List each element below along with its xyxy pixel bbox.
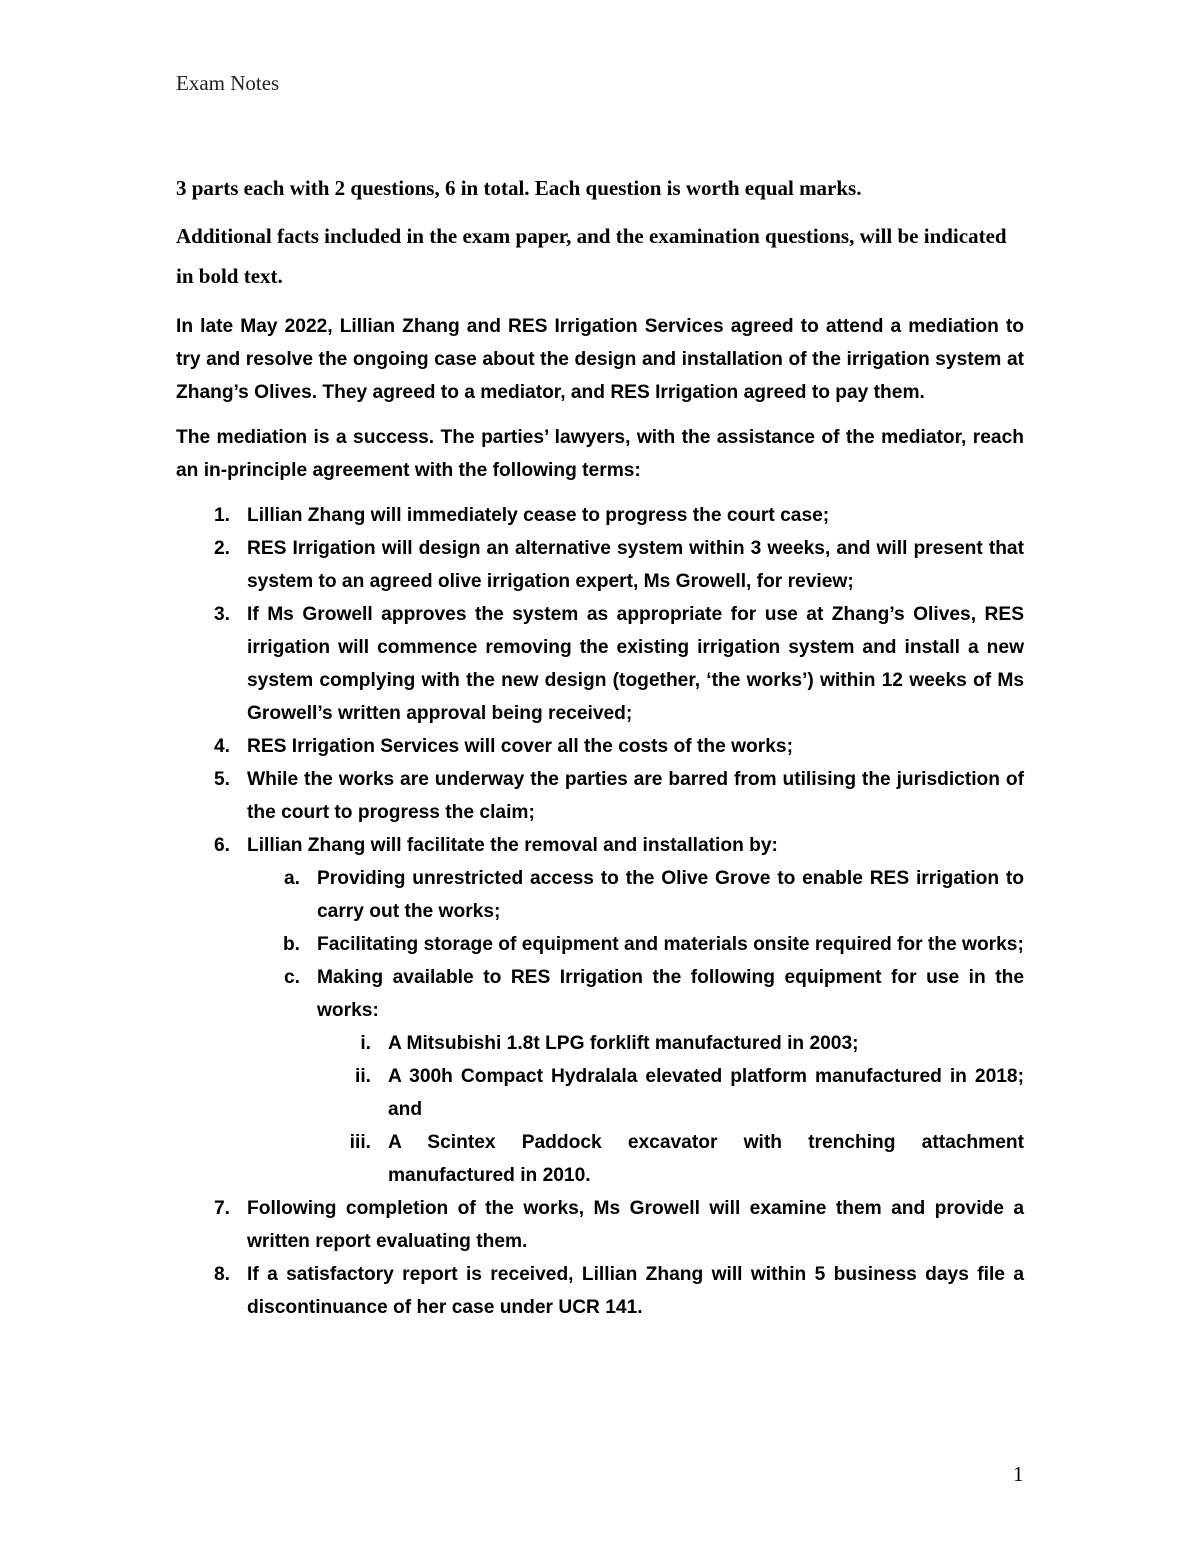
list-item-text: If Ms Growell approves the system as appropriate for use at Zhang’s Olives, RES irrigation will commence removing the existing irrigation system and install a new system complying with the new design (together, ‘the works’) within 12 weeks of Ms Growell’s written approval being received; (247, 604, 1024, 724)
list-marker: 7. (213, 1198, 230, 1219)
list-marker: ii. (355, 1066, 371, 1087)
sub-list-item (176, 961, 1024, 1027)
sub-sub-list-item (176, 1126, 1024, 1192)
list-item-text: Facilitating storage of equipment and materials onsite required for the works; (317, 934, 1024, 955)
list-item-text: Providing unrestricted access to the Olive Grove to enable RES irrigation to carry out the works; (317, 868, 1024, 922)
list-item (176, 829, 1024, 862)
list-item-text: While the works are underway the parties are barred from utilising the jurisdiction of the court to progress the claim; (247, 769, 1024, 823)
list-item-text: RES Irrigation will design an alternative system within 3 weeks, and will present that system to an agreed olive irrigation expert, Ms Growell, for review; (247, 538, 1024, 592)
scenario-paragraph: In late May 2022, Lillian Zhang and RES Irrigation Services agreed to attend a mediation to try and resolve the ongoing case about the design and installation of the irrigation system at Zhang’s Olives. They agreed to a mediator, and RES Irrigation agreed to pay them. (176, 316, 1024, 403)
list-item-text: A 300h Compact Hydralala elevated platform manufactured in 2018; and (388, 1066, 1024, 1120)
list-marker: iii. (349, 1132, 371, 1153)
list-marker: 6. (213, 835, 230, 856)
list-item (176, 598, 1024, 730)
exam-structure-note: 3 parts each with 2 questions, 6 in total. Each question is worth equal marks. (176, 176, 862, 200)
list-marker: 1. (213, 505, 230, 526)
list-item-text: A Mitsubishi 1.8t LPG forklift manufactured in 2003; (388, 1033, 859, 1054)
sub-list-item (176, 928, 1024, 961)
list-item-text: RES Irrigation Services will cover all the costs of the works; (247, 736, 793, 757)
sub-list-item (176, 862, 1024, 928)
list-item-text: Following completion of the works, Ms Growell will examine them and provide a written report evaluating them. (247, 1198, 1024, 1252)
sub-sub-list-item (176, 1027, 1024, 1060)
document-body (176, 168, 1024, 1324)
list-item-text: Lillian Zhang will immediately cease to progress the court case; (247, 505, 830, 526)
list-item (176, 499, 1024, 532)
list-item (176, 1192, 1024, 1258)
list-item (176, 1258, 1024, 1324)
list-marker: 3. (213, 604, 230, 625)
list-item-text: Making available to RES Irrigation the following equipment for use in the works: (317, 967, 1024, 1021)
list-marker: 5. (213, 769, 230, 790)
list-marker: 4. (213, 736, 230, 757)
list-marker: 8. (213, 1264, 230, 1285)
list-marker: 2. (213, 538, 230, 559)
agreement-terms-list (176, 499, 1024, 1324)
list-marker: b. (282, 934, 300, 955)
list-item-text: A Scintex Paddock excavator with trenching attachment manufactured in 2010. (388, 1132, 1024, 1186)
page-number: 1 (1013, 1462, 1024, 1486)
page-header: Exam Notes (176, 71, 280, 95)
bold-text-note: Additional facts included in the exam paper, and the examination questions, will be indicated in bold text. (176, 224, 1007, 288)
list-item (176, 730, 1024, 763)
list-item-text: If a satisfactory report is received, Lillian Zhang will within 5 business days file a discontinuance of her case under UCR 141. (247, 1264, 1024, 1318)
list-item (176, 532, 1024, 598)
list-item-text: Lillian Zhang will facilitate the removal and installation by: (247, 835, 778, 856)
list-item (176, 763, 1024, 829)
mediation-paragraph: The mediation is a success. The parties’ lawyers, with the assistance of the mediator, reach an in-principle agreement with the following terms: (176, 427, 1024, 481)
list-marker: a. (283, 868, 300, 889)
list-marker: i. (360, 1033, 371, 1054)
sub-sub-list-item (176, 1060, 1024, 1126)
list-marker: c. (283, 967, 300, 988)
